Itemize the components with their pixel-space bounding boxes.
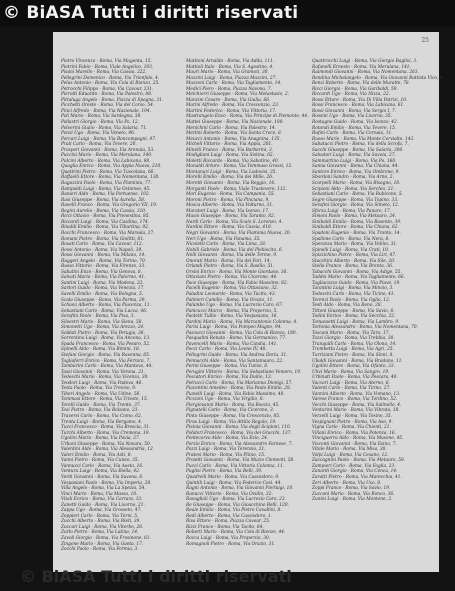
directory-entry: Zuccari Luigi - Roma, Via Viterbo, 26.	[61, 524, 144, 530]
directory-entry: Rufini Carlo - Roma, Via Cernaia, 11.	[312, 131, 393, 137]
directory-entry: Spallone Carlo - Roma, Via Nera, 8.	[312, 236, 390, 242]
directory-entry: Melchiorri Giuseppe - Roma, Via Metastasio, 2.	[186, 92, 290, 98]
directory-entry: Mauri Mario - Roma, Via Gramsci, 30.	[186, 70, 269, 76]
directory-entry: Ragni Antonio - Roma, Via Giovanni Pierluigi, 18.	[186, 486, 294, 492]
directory-entry: Ricci Ottavio - Roma, Via Prenestina, 85.	[61, 214, 150, 220]
directory-entry: Rossi Giovanni - Roma, Via Sergio I, 7.	[312, 108, 397, 114]
directory-entry: Nicoletti Carlo - Roma, Via Lima, 28.	[186, 242, 267, 248]
directory-entry: Pavoncelli Mario - Roma, Via Candia, 141.	[186, 341, 278, 347]
directory-entry: Zappa Ugo - Roma, Via Grosseto, 47.	[61, 508, 142, 514]
directory-entry: Spada Francesco - Roma, Via Pesaro, 52.	[61, 341, 151, 347]
directory-entry: Redi Alberto - Roma, Via Cassiodoro, 1.	[186, 513, 273, 519]
directory-entry: Tiberi Angelo - Roma, Via Udine, 56.	[61, 391, 141, 397]
document-page	[53, 32, 444, 572]
directory-entry: Sforza Luigi - Roma, Via Panaro, 17.	[312, 208, 391, 214]
directory-entry: Morganti Paolo - Roma, Viale Trastevere, 112.	[186, 186, 287, 192]
directory-entry: Tomassetti Luigi - Roma, Via Lambro, 9.	[312, 319, 400, 325]
directory-entry: Pisani Marello - Roma, Via Cassia, 222.	[61, 70, 147, 76]
directory-entry: Ranieri Aldo - Roma, Via Portuense, 102.	[61, 192, 151, 198]
directory-entry: Mori Eugenio - Roma, Via Campania, 55.	[186, 192, 275, 198]
directory-entry: Menichini Carlo - Roma, Via Palestro, 14.	[186, 125, 277, 131]
directory-entry: Sorrentino Luigi - Roma, Via Ancona, 13.	[61, 336, 151, 342]
directory-entry: Sinibaldi Ettore - Roma, Via Chiana, 62.	[312, 225, 399, 231]
copyright-watermark-bottom: © BiASA Tutti i diritti riservati	[20, 567, 292, 586]
directory-entry: Zampieri Carlo - Roma, Via Foglia, 23.	[312, 463, 396, 469]
directory-entry: Micheli Vittorio - Roma, Via Appia, 201.	[186, 142, 273, 148]
directory-entry: Stacchini Alberto - Roma, Via Sile, 20.	[312, 258, 396, 264]
directory-entry: Pontecorvo Aldo - Roma, Via Ezio, 24.	[186, 436, 269, 442]
directory-entry: Pecci Carlo - Roma, Via Leone IV, 48.	[186, 347, 267, 353]
directory-entry: Petrucci Carlo - Roma, Via Marianna Dionigi, 57.	[186, 380, 293, 386]
directory-entry: Verdi Giovanni - Roma, Via Savona, 6.	[61, 475, 144, 481]
directory-entry: Verzelli Luigi - Roma, Via Tesino, 35.	[312, 414, 392, 419]
directory-entry: Romagnoli Pietro - Roma, Via Orazio, 31.	[186, 541, 276, 547]
directory-entry: Tozzi Giorgio - Roma, Via Trebbia, 30.	[312, 336, 395, 342]
directory-entry: Sebastiani Carlo - Roma, Via Lucca, 46.	[61, 308, 148, 314]
directory-entry: Neri Ugo - Roma, Via Panama, 35.	[186, 236, 261, 242]
directory-entry: Tedeschi Mario - Roma, Via Vicenza, 30.	[61, 375, 149, 381]
directory-entry: Muratori Luigi - Roma, Via Isonzo, 17.	[186, 208, 270, 214]
directory-entry: Rossi Francesco - Roma, Via Labicana, 61.	[312, 103, 405, 109]
directory-entry: Spizzichino Pietro - Roma, Via Liri, 47.	[312, 253, 397, 259]
directory-entry: Zucchi Alberto - Roma, Via Rieti, 39.	[61, 519, 141, 525]
directory-entry: Tarantini Luigi - Roma, Via Mincio, 3.	[312, 286, 394, 292]
directory-entry: Petrocchi Filippo - Roma, Via Cavour, 231.	[61, 86, 154, 92]
directory-entry: Meucci Antonio - Roma, Via Anagnina, 135.	[186, 136, 281, 142]
directory-entry: Savelli Emilio - Roma, Via Bologna, 5.	[61, 291, 144, 297]
directory-entry: Musio Giuseppe - Roma, Via Taranto, 82.	[186, 214, 276, 220]
directory-entry: Moletti Riccardo - Roma, Via Sabotino, 40.	[186, 158, 280, 164]
directory-entry: Salvati Mario - Roma, Via Palermo, 41.	[61, 275, 146, 281]
directory-entry: Mastrangelo Enzo - Roma, Via Principe di Piemonte, 44.	[186, 114, 309, 120]
directory-entry: Terenzi Paolo - Roma, Via Oglio, 12.	[312, 297, 391, 303]
directory-entry: Nobili Gabriele - Roma, Via del Plebiscito, 6.	[186, 247, 284, 253]
directory-entry: Pietro Vincenzo - Roma, Via Magenta, 15.	[61, 59, 152, 64]
directory-entry: Mancini Cesare - Roma, Via Giulia, 66.	[186, 97, 271, 103]
directory-entry: Todini Enrico - Roma, Via Secchia, 22.	[312, 314, 396, 320]
directory-entry: Vespignani Pietro - Roma, Via Aso, 9.	[312, 419, 393, 425]
directory-entry: Minelli Franco - Roma, Via Barberini, 3.	[186, 147, 274, 153]
directory-entry: Varese Franco - Roma, Via Tordino, 52.	[312, 397, 398, 403]
directory-entry: Pulcini Alberto - Roma, Via Labicana, 88.	[61, 158, 151, 164]
directory-entry: Nardini Ettore - Roma, Via Cassia, 410.	[186, 225, 272, 231]
directory-entry: Tamburini Carlo - Roma, Via Mantova, 44.	[61, 364, 153, 370]
directory-entry: Pinto Giuseppe - Roma, Via Crescenzio, 85.	[186, 414, 281, 419]
directory-entry: Tassi Giovanni - Roma, Via Verona, 21.	[61, 369, 146, 375]
directory-entry: Zaratti Pietro - Roma, Via Marecchia, 41.	[312, 475, 402, 481]
column-1	[61, 59, 179, 564]
directory-entry: Turriziani Pietro - Roma, Via Sinni, 8.	[312, 352, 394, 358]
directory-entry: Pratesi Mario - Roma, Via Plinio, 15.	[186, 452, 266, 458]
directory-entry: Zunini Luigi - Roma, Via Montone, 2.	[312, 497, 393, 503]
directory-entry: Re Giuseppe - Roma, Via Gioacchino Belli, 120.	[186, 502, 289, 508]
directory-entry: Piccioni Ugo - Roma, Via Virgilio, 8.	[186, 397, 264, 403]
directory-entry: Piras Luigi - Roma, Via Attilio Regolo, 19.	[186, 419, 277, 425]
directory-entry: Quintili Luigi - Roma, Via Federico Cesi, 44.	[186, 480, 282, 486]
directory-entry: Pellegrini Domenico - Roma, Via Trionfale, 4.	[61, 75, 160, 81]
directory-entry: Zeppieri Carlo - Roma, Via Terni, 5.	[61, 513, 139, 519]
directory-entry: Russo Mario - Roma, Via Monte Cervialto, 142.	[312, 136, 415, 142]
directory-entry: Sabatini Enzo - Roma, Via Genova, 8.	[61, 269, 143, 275]
directory-entry: Pinci Alfredo - Roma, Via Nazionale, 194.	[61, 108, 151, 114]
directory-entry: Paladini Leonardo - Roma, Via Tacito, 43.	[186, 291, 276, 297]
directory-entry: Zanetti Guido - Roma, Via Livorno, 21.	[61, 502, 145, 508]
directory-entry: Scarpelli Mario - Roma, Via Bisagno, 18.	[312, 181, 401, 187]
directory-entry: Sbordoni Sandro - Roma, Via Arno, 2.	[312, 175, 394, 181]
column-3	[312, 59, 444, 564]
directory-entry: Pianelli Luigi - Roma, Via Fabio Massimo, 40.	[186, 391, 285, 397]
directory-entry: Spinelli Aldo - Roma, Via Rimini, 18.	[61, 347, 141, 353]
directory-entry: Urbani Giuseppe - Roma, Via Novara, 50.	[61, 441, 152, 447]
directory-entry: Pittaluga Angelo - Roma, Piazza di Spagna, 31.	[61, 97, 164, 103]
directory-entry: Pacelli Eugenio - Roma, Via Ottaviano, 32.	[186, 286, 279, 292]
directory-entry: Vinci Mario - Roma, Via Massa, 10.	[61, 491, 138, 497]
directory-entry: Scipioni Aldo - Roma, Via Serchio, 21.	[312, 186, 395, 192]
directory-entry: Tedeschi Carlo - Roma, Via Ticino, 41.	[312, 291, 395, 297]
directory-entry: Moretti Giovanni - Roma, Via Reggio, 16.	[186, 181, 276, 187]
directory-entry: Sebastiani Carlo - Roma, Via Rubicone, 5.	[312, 192, 404, 198]
directory-entry: Traversi Carlo - Roma, Via Como, 62.	[61, 414, 143, 419]
directory-entry: Piergiovanni Mario - Roma, Via Boezio, 45.	[186, 402, 280, 408]
directory-entry: Sinibaldi Emilio - Roma, Via Basento, 39.	[312, 219, 402, 225]
directory-entry: Tranquilli Carlo - Roma, Via Olona, 14.	[312, 341, 397, 347]
directory-entry: Montanari Luigi - Roma, Via Ludovisi, 35.	[186, 169, 277, 175]
directory-entry: Scala Giuseppe - Roma, Via Parma, 29.	[61, 297, 146, 303]
directory-entry: Picchetti Oreste - Roma, Via del Corso, 54.	[61, 103, 155, 109]
directory-entry: Valeri Emilio - Roma, Via Asti, 8.	[61, 452, 132, 458]
directory-entry: Sartori Guido - Roma, Via Venezia, 17.	[61, 286, 145, 292]
directory-entry: Regini Aurelio - Roma, Via Cassia, 310.	[61, 208, 147, 214]
directory-entry: Zocchi Paolo - Roma, Via Formia, 3.	[61, 547, 139, 553]
directory-entry: Spinelli Luigi - Roma, Via Crati, 10.	[312, 247, 390, 253]
directory-entry: Moroni Pietro - Roma, Via Pinciana, 9.	[186, 197, 270, 203]
directory-entry: Ventura Luigi - Roma, Via Biella, 42.	[61, 469, 141, 475]
directory-entry: Quaglia Enrico - Roma, Via Appia Nuova, 210.	[61, 164, 162, 170]
directory-entry: Vannini Alberto - Roma, Via Vomano, 13.	[312, 391, 401, 397]
directory-entry: Santoro Enrico - Roma, Via Ombrone, 9.	[312, 169, 400, 175]
directory-entry: Tabacchi Giovanni - Roma, Via Adige, 55.	[312, 269, 402, 275]
directory-entry: Roberti Mario - Roma, Via Cola di Rienzo, 44.	[186, 530, 286, 536]
directory-entry: Zoppi Franco - Roma, Via Savio, 19.	[312, 486, 391, 492]
directory-entry: Rendina Michelangelo - Roma, Via Giovanni Battista Vico, 4.	[312, 75, 444, 81]
directory-entry: Perini Giuseppe - Roma, Via Tunisi, 6.	[186, 364, 269, 370]
directory-entry: Segre Giuseppe - Roma, Via Topino, 33.	[312, 197, 399, 203]
directory-entry: Tagliacozzo Guido - Roma, Via Piave, 19.	[312, 280, 401, 286]
directory-entry: Mattei Giuseppe - Roma, Via Nazionale, 180.	[186, 120, 284, 126]
directory-entry: Rosati Carlo - Roma, Via Cavour, 112.	[61, 242, 144, 248]
directory-entry: Pucci Carlo - Roma, Via Vittoria Colonna, 11.	[186, 463, 285, 469]
directory-entry: Pierotti Eduardo - Roma, Via Palestro, 88.	[61, 92, 153, 98]
directory-entry: Vigna Carlo - Roma, Via Chienti, 21.	[312, 425, 391, 431]
directory-entry: Perugini Vittorio - Roma, Via Sebastiano Veniero, 19.	[186, 369, 302, 375]
directory-entry: Mattioli Italo - Roma, Via S. Agostino, 4.	[186, 64, 274, 70]
directory-entry: Zeri Alberto - Roma, Via Uso, 8.	[312, 480, 382, 486]
directory-entry: Tittoni Giuseppe - Roma, Via Savio, 6.	[312, 308, 395, 314]
directory-entry: Visconti Giovanni - Roma, Via Esino, 7.	[312, 441, 397, 447]
directory-entry: Pace Giuseppe - Roma, Via Fabio Massimo, 82.	[186, 280, 288, 286]
directory-entry: Vecchi Giuseppe - Roma, Via Salinello, 4.	[312, 402, 402, 408]
directory-entry: Vitale Mario - Roma, Via Misa, 30.	[312, 447, 387, 453]
directory-entry: Quattrocchi Luigi - Roma, Via Giorgio Baglivi, 3.	[312, 59, 418, 64]
directory-entry: Trombetta Luigi - Roma, Via Agri, 25.	[312, 347, 394, 353]
directory-entry: Ponzi Ugo - Roma, Via Veneto, 96.	[61, 131, 136, 137]
directory-entry: Mattioni Arnaldo - Roma, Via Adda, 111.	[186, 59, 275, 64]
directory-entry: Vespasiani Paolo - Roma, Via Imperia, 28.	[61, 480, 152, 486]
directory-entry: Torlonia Alessandro - Roma, Via Nomentana, 70.	[312, 325, 418, 331]
directory-entry: Pascucci Giovanni - Roma, Via Cola di Rienzo, 180.	[186, 330, 297, 336]
directory-entry: Zavoli Giorgio - Roma, Via Frosinone, 61.	[61, 536, 151, 542]
directory-entry: Rossini Ugo - Roma, Via Livorno, 35.	[312, 114, 392, 120]
directory-entry: Zurlo Pietro - Roma, Via Latina, 14.	[61, 530, 139, 536]
directory-entry: Renzi Roberto - Roma, Via delle Muratte, 78.	[312, 81, 411, 87]
directory-entry: Zanardi Giorgio - Roma, Via Conca, 14.	[312, 469, 398, 475]
directory-entry: Reale Emilio - Roma, Via Pietro Cavallini, 8.	[186, 508, 282, 514]
directory-entry: Pistoia Giovanni - Roma, Via degli Scipioni, 110.	[186, 425, 292, 431]
directory-entry: Pellegrini Guido - Roma, Via Andrea Doria, 31.	[186, 352, 288, 358]
directory-entry: Stefani Giorgio - Roma, Via Ravenna, 65.	[61, 352, 151, 358]
directory-entry: Nardi Carlo - Roma, Via Scalo S. Lorenzo, 4.	[186, 219, 283, 225]
directory-entry: Ragazzini Paolo - Roma, Via Flaminia, 77.	[61, 181, 152, 187]
directory-entry: Mosca Alberto - Roma, Via Volturno, 31.	[186, 203, 274, 209]
directory-entry: Quattrini Pietro - Roma, Via Tuscolana, 66.	[61, 169, 155, 175]
directory-entry: Rasi Giuseppe - Roma, Via Aurelia, 58.	[61, 197, 146, 203]
directory-entry: Medici Piero - Roma, Piazza Navona, 7.	[186, 86, 272, 92]
directory-entry: Simonetti Ugo - Roma, Via Arezzo, 24.	[61, 325, 145, 331]
directory-entry: Speranza Mario - Roma, Via Velino, 31.	[312, 242, 398, 248]
directory-entry: Pardini Mario - Roma, Via Marcantonio Colonna, 4.	[186, 319, 298, 325]
directory-entry: Sacchi Giuseppe - Roma, Via Salaria, 300.	[312, 147, 404, 153]
directory-entry: Rinaldi Emilio - Roma, Via Tiburtina, 92.	[61, 225, 150, 231]
directory-entry: Vannucci Carlo - Roma, Via Aosta, 16.	[61, 463, 144, 469]
directory-entry: Riccardi Luigi - Roma, Via Casilina, 174.	[61, 219, 150, 225]
directory-entry: Volpi Luigi - Roma, Via Cesano, 12.	[312, 452, 389, 458]
directory-entry: Pollastri Giorgio - Roma, Via Po, 12.	[61, 120, 140, 126]
directory-entry: Morelli Emilio - Roma, Via dei Mille, 26.	[186, 175, 274, 181]
directory-entry: Raimondi Giovanni - Roma, Via Nomentana, 263.	[312, 70, 419, 76]
directory-entry: Vinciguerra Aldo - Roma, Via Musone, 45.	[312, 436, 404, 442]
directory-entry: Villa Angelo - Roma, Via La Spezia, 54.	[61, 486, 146, 492]
directory-entry: Stella Franco - Roma, Via Brenta, 36.	[312, 264, 394, 270]
directory-entry: Porcari Luigi - Roma, Via Boncompagni, 47.	[61, 136, 157, 142]
directory-entry: Pietrini Fabio - Roma, Viale Angelico, 103.	[61, 64, 154, 70]
directory-entry: Taddei Mario - Roma, Via Tagliamento, 66.	[312, 275, 405, 281]
directory-entry: Toscani Mario - Roma, Via Taro, 17.	[312, 330, 390, 336]
directory-entry: Piacentini Amedeo - Roma, Via Paolo Emilio, 28.	[186, 386, 292, 392]
directory-entry: Rossi Giovanni - Roma, Via Milano, 14.	[61, 253, 146, 259]
directory-entry: Sanna Giovanni - Roma, Via Chiana, 44.	[312, 164, 399, 170]
directory-entry: Valentini Aldo - Roma, Via Alessandria, 12.	[61, 447, 155, 453]
directory-entry: Modigliani Luigi - Roma, Via Sistina, 62.	[186, 153, 275, 159]
directory-entry: Valenti Carlo - Roma, Via Tirino, 27.	[312, 386, 391, 392]
directory-entry: Zucconi Mario - Roma, Via Ronco, 36.	[312, 491, 395, 497]
directory-entry: Ulivi Mario - Roma, Via Sangro, 19.	[312, 369, 390, 375]
directory-entry: Testi Aldo - Roma, Via Reno, 28.	[312, 303, 382, 309]
directory-entry: Rafanelli Ernesto - Roma, Via Merulana, 141.	[312, 64, 411, 70]
directory-entry: Simoni Paolo - Roma, Via Metauro, 24.	[312, 214, 397, 220]
directory-entry: Ravelli Franco - Roma, Via Gregorio VII, 19.	[61, 203, 158, 209]
directory-entry: Ravaglioli Ugo - Roma, Via Lucrezio Caro, 23.	[186, 497, 287, 503]
directory-entry: Merlini Roberto - Roma, Via Santa Croce, 8.	[186, 131, 283, 137]
directory-entry: Serafini Giorgio - Roma, Via Simeto, 12.	[312, 203, 400, 209]
directory-entry: Orsini Enrico - Roma, Via Monte Giordano, 36.	[186, 269, 288, 275]
directory-entry: Torelli Guido - Roma, Via Trento, 37.	[61, 402, 141, 408]
directory-entry: Prati Carlo - Roma, Via Tevere, 20.	[61, 142, 137, 148]
directory-entry: Rocchi Francesco - Roma, Via Marsala, 27.	[61, 230, 155, 236]
directory-entry: Rotondi Emilio - Roma, Via Tevere, 15.	[312, 125, 397, 131]
directory-entry: Porzio Enrico - Roma, Via Alessandro Farnese, 7.	[186, 441, 293, 447]
directory-entry: Paoletti Tullio - Roma, Via Vespasiano, 16.	[186, 314, 278, 320]
directory-entry: Silvestri Mario - Roma, Via Siena, 58.	[61, 319, 143, 325]
directory-entry: Pelus Antonio - Roma, Via Cola di Rienzo, 25.	[61, 81, 160, 87]
directory-entry: Marini Alfredo - Roma, Via Crescenzio, 23.	[186, 103, 280, 109]
directory-entry: Proietti Giovanni - Roma, Via Muzio Clementi, 58.	[186, 458, 295, 464]
directory-entry: Venturini Mario - Roma, Via Vibrata, 18.	[312, 408, 400, 414]
directory-entry: Zingone Mario - Roma, Via Gaeta, 17.	[61, 541, 144, 547]
directory-entry: Teodori Luigi - Roma, Via Padova, 48.	[61, 380, 143, 386]
directory-entry: Negri Giovanni - Roma, Via Flaminia Nuova, 20.	[186, 230, 291, 236]
directory-entry: Testa Paolo - Roma, Via Treviso, 9.	[61, 386, 137, 392]
directory-entry: Poli Mario - Roma, Via Sardegna, 38.	[61, 114, 142, 120]
directory-entry: Parisi Luigi - Roma, Via Pompeo Magno, 94.	[186, 325, 282, 331]
directory-entry: Villani Enrico - Roma, Via Potenza, 16.	[312, 430, 396, 436]
directory-entry: Pignatelli Carlo - Roma, Via Cicerone, 3.	[186, 408, 275, 414]
directory-entry: Quadrelli Mario - Roma, Via Cassiodoro, 9.	[186, 475, 280, 481]
directory-entry: Polidori Francesco - Roma, Via dei Gracchi, 137.	[186, 430, 292, 436]
directory-entry: Urbinati Paolo - Roma, Via Pescara, 40.	[312, 375, 398, 381]
page-number: 25	[421, 37, 429, 44]
directory-entry: Panicucci Marco - Roma, Via Properzio, 5.	[186, 308, 278, 314]
directory-entry: Vanni Pietro - Roma, Via Cuneo, 35.	[61, 458, 139, 464]
directory-entry: Serafini Paolo - Roma, Via Pisa, 3.	[61, 314, 135, 320]
directory-entry: Tosi Pietro - Roma, Via Bolzano, 23.	[61, 408, 139, 414]
directory-entry: Nolli Giovanni - Roma, Via delle Terme, 9.	[186, 253, 278, 259]
directory-entry: Rossi Ettore - Roma, Via Di Villa Patrizi, 10.	[312, 97, 408, 103]
directory-entry: Ranucci Vittorio - Roma, Via Ovidio, 32.	[186, 491, 273, 497]
directory-entry: Prosperi Giovanni - Roma, Via Arenula, 53.	[61, 147, 155, 153]
directory-entry: Pennacchi Aldo - Roma, Via Santamaura, 22.	[186, 358, 284, 364]
directory-entry: Sabatucci Pietro - Roma, Via della Scrofa, 7.	[312, 142, 409, 148]
directory-entry: Rostagno Guido - Roma, Via Isonzo, 42.	[312, 120, 399, 126]
directory-entry: Sammartino Luigi - Roma, Via Po, 160.	[312, 158, 397, 164]
directory-entry: Ruggeri Angelo - Roma, Via Torino, 70.	[61, 258, 147, 264]
column-2	[186, 59, 309, 564]
directory-entry: Palmieri Camillo - Roma, Via Orazio, 11.	[186, 297, 274, 303]
directory-entry: Puglisi Pietro - Roma, Via Belli, 39.	[186, 469, 263, 475]
directory-entry: Soldati Pietro - Roma, Via Perugia, 36.	[61, 330, 145, 336]
directory-entry: Onorati Mario - Roma, Via dei Fori, 14.	[186, 258, 271, 264]
directory-entry: Tommasi Ettore - Roma, Via Trieste, 15.	[61, 397, 149, 403]
directory-entry: Russo Vittorio - Roma, Via Firenze, 33.	[61, 264, 146, 270]
directory-entry: Ugolini Ettore - Roma, Via Ofanto, 33.	[312, 364, 396, 370]
directory-entry: Ubaldi Giovanni - Roma, Via Bradano, 11.	[312, 358, 403, 364]
directory-entry: Spadoni Eugenio - Roma, Via Tronto, 14.	[312, 230, 401, 236]
directory-entry: Palumbo Ugo - Roma, Via Lucrezio Caro, 67.	[186, 303, 284, 309]
directory-entry: Vitali Enrico - Roma, Via Carrara, 33.	[61, 497, 143, 503]
directory-entry: Martini Federico - Roma, Via Vittoria, 17.	[186, 108, 277, 114]
directory-entry: Orlandi Pietro - Roma, Via S. Basilio, 51.	[186, 264, 275, 270]
directory-entry: Tucci Francesco - Roma, Via Brescia, 31.	[61, 425, 151, 431]
directory-entry: Rizzi Franco - Roma, Via Tacito, 64.	[186, 524, 264, 530]
copyright-banner: © BiASA Tutti i diritti riservati	[0, 0, 455, 26]
directory-entry: Santini Luigi - Roma, Via Modena, 22.	[61, 280, 144, 286]
directory-entry: Ottaviani Pietro - Roma, Via Cicerone, 44.	[186, 275, 278, 281]
directory-entry: Vaccari Luigi - Roma, Via Aterno, 6.	[312, 380, 390, 386]
directory-entry: Monaldi Arturo - Roma, Via Tommaso Grossi, 12.	[186, 164, 293, 170]
directory-entry: Salvatori Luigi - Roma, Via Savoia, 27.	[312, 153, 396, 159]
directory-entry: Rampoldi Luigi - Roma, Via Ostiense, 45.	[61, 186, 151, 192]
directory-entry: Trenta Luigi - Roma, Via Bergamo, 4.	[61, 419, 143, 425]
directory-entry: Mazzini Luigi - Roma, Piazza Mazzini, 27.	[186, 75, 277, 81]
directory-entry: Turchi Alberto - Roma, Via Cremona, 19.	[61, 430, 150, 436]
directory-entry: Puccini Mario - Roma, Via Merulana, 140.	[61, 153, 153, 159]
directory-entry: Rocca Luigi - Roma, Via Properzio, 30.	[186, 536, 271, 542]
directory-entry: Riccardi Ugo - Roma, Via Nizza, 22.	[312, 92, 390, 98]
directory-entry: Mazzoni Carlo - Roma, Via Tagliamento, 14.	[186, 81, 282, 87]
directory-entry: Ugolini Mario - Roma, Via Pavia, 27.	[61, 436, 141, 442]
directory-entry: Zaccagnini Paolo - Roma, Via Metauro, 58.	[312, 458, 406, 464]
directory-entry: Pozzi Luigi - Roma, Via Terenzio, 21.	[186, 447, 266, 453]
directory-entry: Rossi Antonio - Roma, Via Napoli, 39.	[61, 247, 143, 253]
directory-entry: Romani Pietro - Roma, Via Giolitti, 61.	[61, 236, 145, 242]
directory-entry: Tagliaferri Enrico - Roma, Via Ferrara, 7.	[61, 358, 151, 364]
directory-entry: Raffaelli Ettore - Roma, Via Nomentana, 130.	[61, 175, 160, 181]
directory-entry: Riva Ettore - Roma, Piazza Cavour, 25.	[186, 519, 271, 525]
directory-entry: Polverini Giulio - Roma, Via Salaria, 71.	[61, 125, 148, 131]
directory-entry: Pasqualini Renato - Roma, Via Germanico, 77.	[186, 336, 287, 342]
directory-entry: Schiavi Alberto - Roma, Via Piacenza, 11.	[61, 303, 151, 309]
directory-entry: Ricci Giorgio - Roma, Via Garibaldi, 59.	[312, 86, 398, 92]
directory-entry: Pescatori Enrico - Roma, Via Duilio, 13.	[186, 375, 273, 381]
